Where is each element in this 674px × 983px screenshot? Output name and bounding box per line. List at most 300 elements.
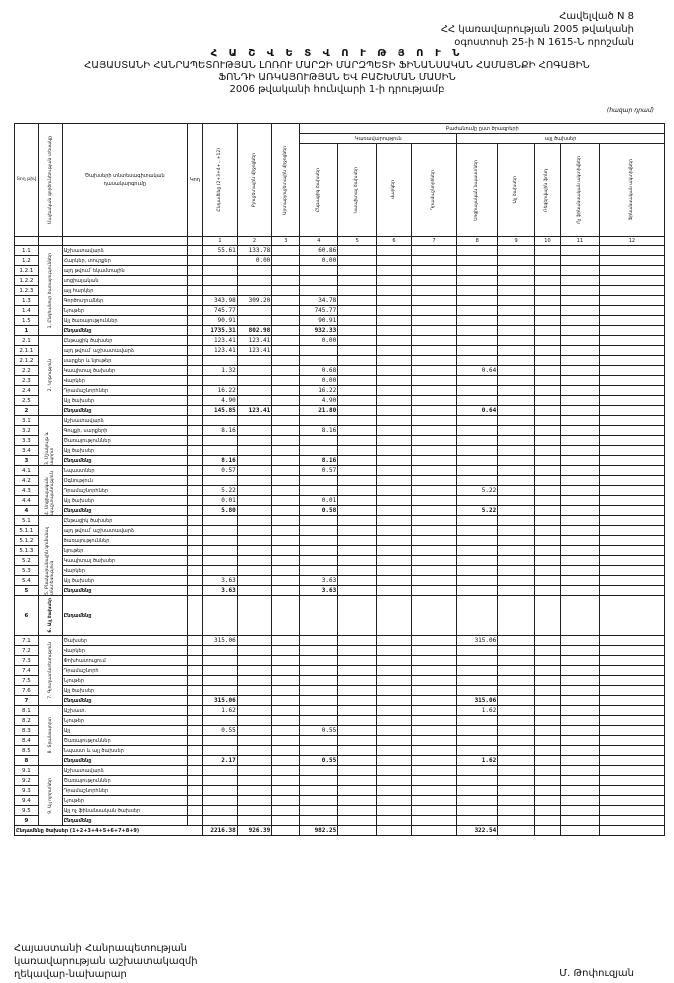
row-code — [187, 756, 202, 766]
cell-value — [411, 366, 456, 376]
cell-value — [300, 646, 338, 656]
cell-value — [338, 596, 377, 636]
cell-value — [411, 816, 456, 826]
grand-total-value — [411, 826, 456, 836]
table-row — [15, 426, 665, 436]
cell-value — [203, 286, 238, 296]
cell-value — [377, 636, 412, 646]
cell-value — [338, 756, 377, 766]
cell-value — [377, 656, 412, 666]
row-number: 9.4 — [15, 796, 39, 806]
cell-value — [338, 406, 377, 416]
cell-value — [535, 346, 561, 356]
cell-value — [599, 566, 664, 576]
table-row — [15, 406, 665, 416]
cell-value — [338, 456, 377, 466]
cell-value — [377, 806, 412, 816]
cell-value: 8.16 — [300, 426, 338, 436]
cell-value — [599, 496, 664, 506]
row-name: նյութեր — [62, 546, 187, 556]
cell-value — [457, 416, 498, 426]
cell-value — [599, 506, 664, 516]
report-title — [0, 48, 674, 96]
row-number: 1.1 — [15, 246, 39, 256]
cell-value — [377, 426, 412, 436]
cell-value: 16.22 — [300, 386, 338, 396]
cell-value — [338, 506, 377, 516]
cell-value — [338, 736, 377, 746]
row-number: 7 — [15, 696, 39, 706]
cell-value — [237, 276, 272, 286]
cell-value — [498, 306, 535, 316]
cell-value — [457, 456, 498, 466]
cell-value — [599, 666, 664, 676]
row-number: 7.2 — [15, 646, 39, 656]
cell-value — [338, 706, 377, 716]
cell-value — [377, 526, 412, 536]
group-label — [38, 516, 62, 596]
group-label-text: 9. Այլ ոլորտներ — [47, 777, 53, 814]
cell-value — [411, 666, 456, 676]
cell-value: 0.64 — [457, 366, 498, 376]
cell-value — [411, 486, 456, 496]
row-name: Ընդամենը — [62, 586, 187, 596]
cell-value — [300, 556, 338, 566]
cell-value — [203, 656, 238, 666]
cell-value — [377, 556, 412, 566]
cell-value — [203, 666, 238, 676]
row-name: Աշխատավարձ — [62, 246, 187, 256]
cell-value — [457, 516, 498, 526]
column-index: 6 — [377, 237, 412, 246]
cell-value — [599, 736, 664, 746]
column-index: 11 — [560, 237, 599, 246]
cell-value — [272, 466, 300, 476]
row-code — [187, 406, 202, 416]
header-c7: Դրամաշնորհներ — [411, 144, 456, 237]
cell-value — [338, 796, 377, 806]
cell-value — [560, 786, 599, 796]
cell-value: 745.77 — [300, 306, 338, 316]
cell-value — [377, 726, 412, 736]
cell-value — [338, 746, 377, 756]
cell-value — [457, 686, 498, 696]
cell-value — [300, 356, 338, 366]
cell-value — [237, 356, 272, 366]
cell-value — [272, 756, 300, 766]
row-number: 3.2 — [15, 426, 39, 436]
cell-value: 0.01 — [300, 496, 338, 506]
cell-value — [599, 276, 664, 286]
cell-value — [411, 756, 456, 766]
table-row — [15, 666, 665, 676]
cell-value — [203, 566, 238, 576]
row-code — [187, 346, 202, 356]
cell-value — [457, 296, 498, 306]
cell-value — [411, 536, 456, 546]
cell-value — [300, 486, 338, 496]
cell-value — [411, 716, 456, 726]
cell-value — [377, 266, 412, 276]
group-label-text: 7. Գյուղատնտեսություն — [47, 642, 53, 699]
cell-value: 0.00 — [237, 256, 272, 266]
cell-value — [560, 596, 599, 636]
cell-value — [560, 696, 599, 706]
cell-value — [560, 436, 599, 446]
cell-value — [535, 326, 561, 336]
cell-value — [272, 566, 300, 576]
cell-value — [599, 766, 664, 776]
cell-value — [498, 516, 535, 526]
cell-value: 0.58 — [300, 506, 338, 516]
cell-value — [535, 286, 561, 296]
row-number: 3.1 — [15, 416, 39, 426]
cell-value: 1.62 — [457, 706, 498, 716]
row-name: Նպաստ և այլ ծախսեր — [62, 746, 187, 756]
grand-total-value — [272, 826, 300, 836]
cell-value — [411, 456, 456, 466]
cell-value — [560, 686, 599, 696]
cell-value — [599, 286, 664, 296]
table-row — [15, 536, 665, 546]
cell-value: 315.06 — [203, 696, 238, 706]
cell-value — [203, 376, 238, 386]
cell-value — [237, 516, 272, 526]
cell-value — [560, 766, 599, 776]
cell-value — [411, 656, 456, 666]
row-number: 1.2 — [15, 256, 39, 266]
cell-value: 1.62 — [457, 756, 498, 766]
group-label-text: 3. Մշակույթ և սպորտ — [45, 431, 56, 465]
row-number: 4.3 — [15, 486, 39, 496]
cell-value — [338, 636, 377, 646]
header-c5: Կապիտալ ծախսեր — [338, 144, 377, 237]
row-name: Ընդամենը — [62, 406, 187, 416]
grand-total-value — [377, 826, 412, 836]
cell-value — [411, 296, 456, 306]
cell-value — [272, 726, 300, 736]
row-number: 9.2 — [15, 776, 39, 786]
row-name: Վարկեր — [62, 566, 187, 576]
cell-value — [377, 796, 412, 806]
cell-value — [560, 706, 599, 716]
cell-value — [560, 266, 599, 276]
cell-value — [237, 756, 272, 766]
cell-value: 4.90 — [300, 396, 338, 406]
row-code — [187, 776, 202, 786]
cell-value — [535, 426, 561, 436]
row-code — [187, 786, 202, 796]
cell-value: 309.20 — [237, 296, 272, 306]
row-code — [187, 696, 202, 706]
title-line-2: ՀԱՅԱՍՏԱՆԻ ՀԱՆՐԱՊԵՏՈՒԹՅԱՆ ԼՈՌՈՒ ՄԱՐԶԻ ՄԱՐԶՊԵՏԻ ՖԻՆԱՆՍԱԿԱՆ ՀԱՄԱՅՆՔԻ ՀՈԳԱՅԻՆ — [84, 60, 590, 71]
cell-value — [457, 276, 498, 286]
cell-value — [411, 726, 456, 736]
cell-value — [237, 576, 272, 586]
cell-value — [272, 426, 300, 436]
cell-value — [535, 416, 561, 426]
cell-value — [272, 286, 300, 296]
cell-value — [411, 396, 456, 406]
cell-value — [272, 786, 300, 796]
cell-value — [237, 646, 272, 656]
cell-value — [272, 516, 300, 526]
cell-value — [272, 356, 300, 366]
cell-value — [498, 266, 535, 276]
cell-value — [237, 586, 272, 596]
header-c8: Սոցիալական նպաստներ — [457, 144, 498, 237]
row-number: 9.5 — [15, 806, 39, 816]
row-name: Ծառայություններ — [62, 436, 187, 446]
annex-header — [441, 10, 634, 49]
cell-value — [498, 746, 535, 756]
title-line-1: Հ Ա Շ Վ Ե Տ Վ Ո Ւ Թ Յ Ո Ւ Ն — [210, 48, 464, 59]
cell-value — [338, 726, 377, 736]
cell-value: 745.77 — [203, 306, 238, 316]
row-name: Այլ ծախսեր — [62, 576, 187, 586]
cell-value — [203, 526, 238, 536]
cell-value — [560, 796, 599, 806]
cell-value — [535, 386, 561, 396]
cell-value — [338, 266, 377, 276]
cell-value — [560, 456, 599, 466]
cell-value — [411, 786, 456, 796]
row-name: Այլ ոչ ֆինանսական ծախսեր — [62, 806, 187, 816]
cell-value — [237, 496, 272, 506]
cell-value — [272, 396, 300, 406]
table-row — [15, 446, 665, 456]
table-row — [15, 596, 665, 636]
cell-value — [272, 486, 300, 496]
cell-value — [272, 736, 300, 746]
row-name: Այլ ծախսեր — [62, 686, 187, 696]
cell-value — [457, 336, 498, 346]
row-code — [187, 566, 202, 576]
table-row — [15, 256, 665, 266]
cell-value — [203, 266, 238, 276]
cell-value — [237, 366, 272, 376]
cell-value — [377, 756, 412, 766]
row-name: Դրամաշնորհներ — [62, 786, 187, 796]
cell-value — [411, 736, 456, 746]
cell-value — [272, 636, 300, 646]
cell-value — [498, 756, 535, 766]
cell-value: 3.63 — [203, 576, 238, 586]
cell-value — [560, 656, 599, 666]
row-code — [187, 796, 202, 806]
cell-value — [237, 456, 272, 466]
cell-value — [272, 556, 300, 566]
header-sub-2: այլ ծախսեր — [457, 134, 665, 144]
row-code — [187, 366, 202, 376]
cell-value — [272, 306, 300, 316]
cell-value — [300, 536, 338, 546]
row-name: Նյութեր — [62, 796, 187, 806]
cell-value — [560, 326, 599, 336]
cell-value — [300, 796, 338, 806]
cell-value — [535, 446, 561, 456]
row-number: 6 — [15, 596, 39, 636]
cell-value — [237, 566, 272, 576]
cell-value — [338, 296, 377, 306]
cell-value — [203, 776, 238, 786]
index-blank — [38, 237, 62, 246]
cell-value — [411, 276, 456, 286]
cell-value — [377, 356, 412, 366]
cell-value — [560, 636, 599, 646]
cell-value — [457, 816, 498, 826]
cell-value — [377, 496, 412, 506]
row-number: 5.2 — [15, 556, 39, 566]
cell-value — [338, 686, 377, 696]
cell-value — [457, 306, 498, 316]
cell-value — [300, 446, 338, 456]
cell-value — [411, 256, 456, 266]
cell-value — [237, 806, 272, 816]
row-number: 5.1 — [15, 516, 39, 526]
table-row — [15, 396, 665, 406]
cell-value: 123.41 — [237, 336, 272, 346]
cell-value — [237, 286, 272, 296]
cell-value — [599, 716, 664, 726]
cell-value — [300, 346, 338, 356]
cell-value — [599, 786, 664, 796]
row-name: սարքեր և նյութեր — [62, 356, 187, 366]
cell-value — [237, 386, 272, 396]
cell-value — [338, 656, 377, 666]
cell-value — [599, 296, 664, 306]
cell-value — [498, 586, 535, 596]
cell-value — [377, 246, 412, 256]
row-number: 1.5 — [15, 316, 39, 326]
cell-value — [535, 256, 561, 266]
cell-value — [411, 686, 456, 696]
group-label-text: 8. Տրանսպորտ — [47, 717, 53, 754]
cell-value — [411, 496, 456, 506]
cell-value — [599, 816, 664, 826]
cell-value — [338, 526, 377, 536]
table-row — [15, 746, 665, 756]
cell-value — [203, 446, 238, 456]
cell-value — [599, 356, 664, 366]
header-c4: Ընթացիկ ծախսեր — [300, 144, 338, 237]
row-name: Այլ ծախսեր — [62, 496, 187, 506]
row-number: 2.3 — [15, 376, 39, 386]
cell-value — [535, 596, 561, 636]
cell-value: 343.98 — [203, 296, 238, 306]
table-row — [15, 726, 665, 736]
cell-value — [338, 666, 377, 676]
cell-value — [338, 446, 377, 456]
cell-value — [237, 466, 272, 476]
cell-value — [377, 326, 412, 336]
cell-value — [338, 566, 377, 576]
cell-value — [411, 286, 456, 296]
cell-value — [457, 286, 498, 296]
cell-value — [237, 596, 272, 636]
row-code — [187, 416, 202, 426]
table-row — [15, 326, 665, 336]
cell-value: 5.22 — [457, 506, 498, 516]
cell-value — [498, 576, 535, 586]
cell-value — [272, 576, 300, 586]
cell-value — [272, 496, 300, 506]
cell-value — [377, 256, 412, 266]
row-number: 1.4 — [15, 306, 39, 316]
row-code — [187, 266, 202, 276]
cell-value — [457, 246, 498, 256]
cell-value — [498, 256, 535, 266]
cell-value — [237, 506, 272, 516]
row-number: 5.4 — [15, 576, 39, 586]
cell-value — [338, 346, 377, 356]
cell-value — [560, 746, 599, 756]
cell-value — [338, 336, 377, 346]
row-name: այդ թվում՝ եկամտային — [62, 266, 187, 276]
cell-value — [498, 716, 535, 726]
row-code — [187, 476, 202, 486]
cell-value — [498, 506, 535, 516]
cell-value — [599, 756, 664, 766]
row-number: 1 — [15, 326, 39, 336]
index-blank — [187, 237, 202, 246]
cell-value — [377, 596, 412, 636]
group-label — [38, 416, 62, 466]
cell-value — [498, 386, 535, 396]
cell-value — [599, 336, 664, 346]
cell-value — [457, 386, 498, 396]
cell-value — [300, 636, 338, 646]
column-index: 4 — [300, 237, 338, 246]
cell-value — [498, 316, 535, 326]
cell-value — [203, 276, 238, 286]
cell-value — [377, 396, 412, 406]
cell-value — [237, 706, 272, 716]
cell-value — [377, 586, 412, 596]
footer-line-1: Հայաստանի Հանրապետության — [14, 943, 188, 954]
cell-value — [560, 806, 599, 816]
cell-value: 1.62 — [203, 706, 238, 716]
cell-value — [377, 336, 412, 346]
cell-value — [377, 276, 412, 286]
cell-value — [411, 406, 456, 416]
cell-value — [498, 336, 535, 346]
table-row — [15, 386, 665, 396]
cell-value — [300, 716, 338, 726]
cell-value — [599, 796, 664, 806]
cell-value — [498, 286, 535, 296]
cell-value — [599, 526, 664, 536]
cell-value — [498, 346, 535, 356]
cell-value — [272, 526, 300, 536]
cell-value — [535, 536, 561, 546]
cell-value — [377, 376, 412, 386]
column-index: 5 — [338, 237, 377, 246]
row-number: 4 — [15, 506, 39, 516]
cell-value: 123.41 — [237, 406, 272, 416]
cell-value: 90.91 — [300, 316, 338, 326]
row-number: 1.2.2 — [15, 276, 39, 286]
table-row — [15, 366, 665, 376]
cell-value — [237, 666, 272, 676]
cell-value — [411, 386, 456, 396]
row-number: 3 — [15, 456, 39, 466]
table-row — [15, 786, 665, 796]
cell-value: 145.85 — [203, 406, 238, 416]
cell-value — [338, 256, 377, 266]
table-row — [15, 736, 665, 746]
cell-value — [560, 546, 599, 556]
